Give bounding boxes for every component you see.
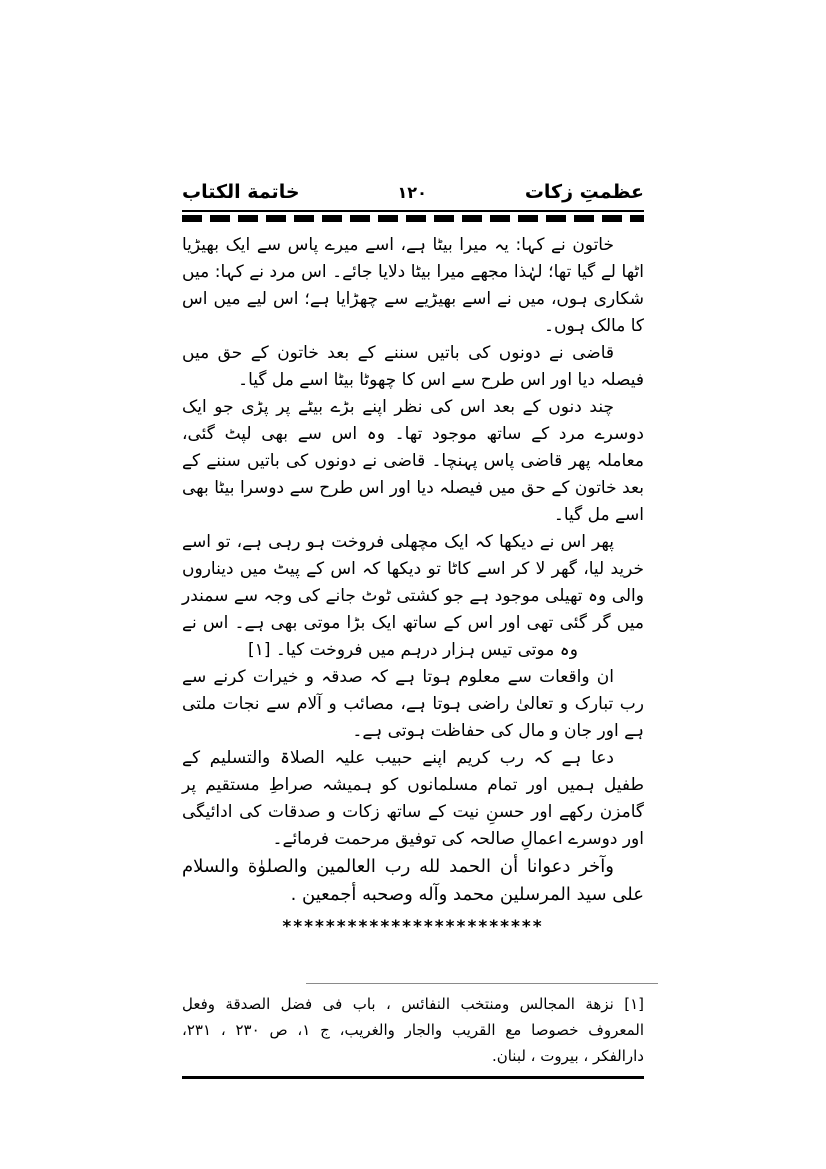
header-rule bbox=[182, 210, 644, 222]
footnote-area bbox=[182, 983, 644, 1079]
closing-arabic-dua: وآخر دعوانا أن الحمد لله رب العالمين والصلوٰة والسلام على سيد المرسلين محمد وآله وصحبه أجمعين . bbox=[182, 856, 644, 905]
paragraph-elder-son: چند دنوں کے بعد اس کی نظر اپنے بڑے بیٹے پر پڑی جو ایک دوسرے مرد کے ساتھ موجود تھا۔ وہ اس سے بھی لپٹ گئی، معاملہ پھر قاضی پاس پہنچا۔ قاضی نے دونوں کی باتیں سننے کے بعد خاتون کے حق میں فیصلہ دیا اور اس طرح سے دوسرا بیٹا بھی اسے مل گیا۔ bbox=[182, 397, 644, 525]
footnote-citation: [۱] نزهة المجالس ومنتخب النفائس ، باب فى فضل الصدقة وفعل المعروف خصوصا مع القريب والجار والغريب، ج ۱، ص ۲۳۰ ، ۲۳۱، دارالفكر ، بيروت ، لبنان. bbox=[182, 995, 644, 1065]
paragraph-fish-pearl: پھر اس نے دیکھا کہ ایک مچھلی فروخت ہو رہی ہے، تو اسے خرید لیا، گھر لا کر اسے کاٹا تو دیکھا کہ اس کے پیٹ میں دیناروں والی وہ تھیلی موجود ہے جو کشتی ٹوٹ جانے کی وجہ سے سمندر میں گر گئی تھی اور اس کے ساتھ ایک بڑا موتی بھی ہے۔ اس نے وہ موتی تیس ہزار درہم میں فروخت کیا۔ [۱] bbox=[182, 532, 644, 660]
header-title-right: عظمتِ زکات bbox=[524, 181, 644, 203]
paragraph-woman-claim: خاتون نے کہا: یہ میرا بیٹا ہے، اسے میرے پاس سے ایک بھیڑیا اٹھا لے گیا تھا؛ لہٰذا مجھے میرا بیٹا دلایا جائے۔ اس مرد نے کہا: میں شکاری ہوں، میں نے اسے بھیڑیے سے چھڑایا ہے؛ اس لیے میں اس کا مالک ہوں۔ bbox=[182, 235, 644, 336]
paragraph-dua: دعا ہے کہ رب کریم اپنے حبیب علیہ الصلاۃ والتسلیم کے طفیل ہمیں اور تمام مسلمانوں کو ہمیشہ صراطِ مستقیم پر گامزن رکھے اور حسنِ نیت کے ساتھ زکات و صدقات کی ادائیگی اور دوسرے اعمالِ صالحہ کی توفیق مرحمت فرمائے۔ bbox=[182, 748, 644, 849]
page-number: ۱۲۰ bbox=[397, 183, 427, 202]
page-header bbox=[182, 180, 644, 205]
paragraph-moral: ان واقعات سے معلوم ہوتا ہے کہ صدقہ و خیرات کرنے سے رب تبارک و تعالیٰ راضی ہوتا ہے، مصائب و آلام سے نجات ملتی ہے اور جان و مال کی حفاظت ہوتی ہے۔ bbox=[182, 667, 644, 741]
header-title-left: خاتمة الكتاب bbox=[182, 181, 300, 203]
body-text bbox=[182, 232, 644, 937]
footnote-separator-line bbox=[306, 983, 658, 984]
footnote-bottom-line bbox=[182, 1076, 644, 1079]
header-rule-dashed-line bbox=[182, 215, 644, 222]
paragraph-qazi-verdict-first: قاضی نے دونوں کی باتیں سننے کے بعد خاتون کے حق میں فیصلہ دیا اور اس طرح سے اس کا چھوٹا بیٹا اسے مل گیا۔ bbox=[182, 343, 644, 390]
asterisk-divider: ************************ bbox=[282, 917, 544, 937]
header-rule-thin-line bbox=[182, 210, 644, 212]
